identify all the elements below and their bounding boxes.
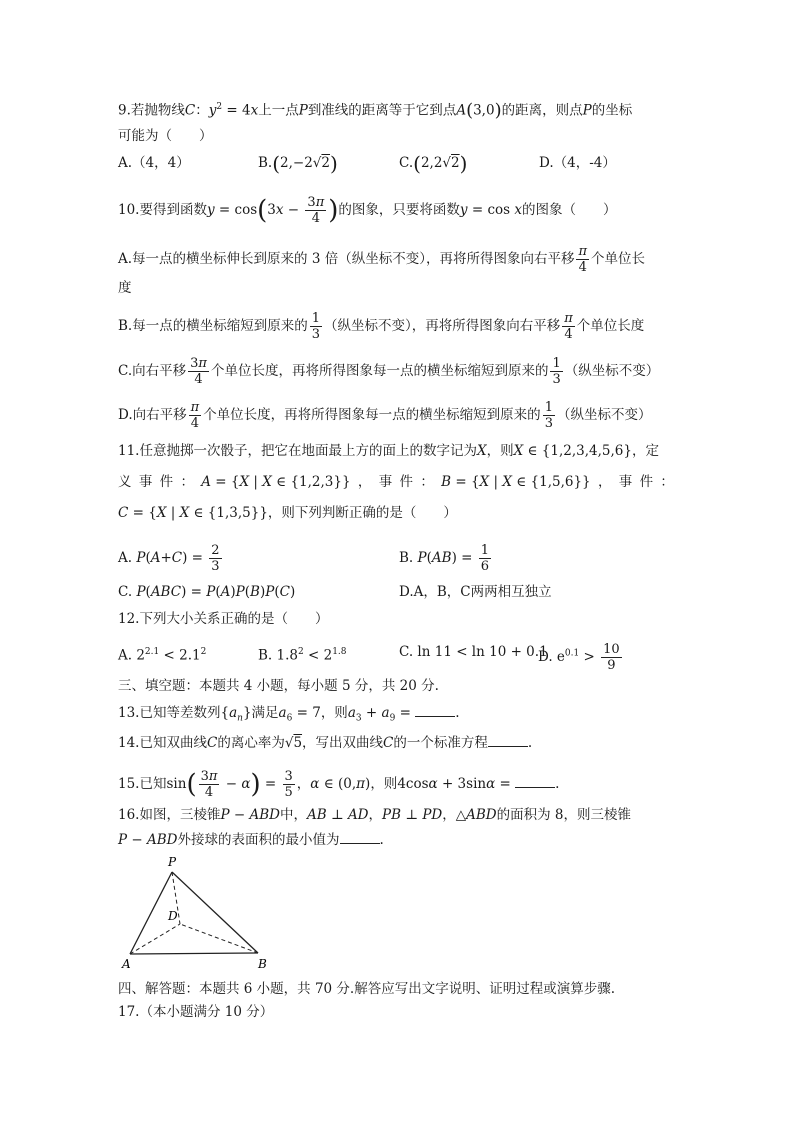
q11-option-d: D.A，B，C两两相互独立 <box>399 584 552 600</box>
q9-option-b: B.(2,−2√2) <box>258 151 338 176</box>
tetrahedron-figure <box>118 852 278 974</box>
q10-option-b: B.每一点的横坐标缩短到原来的 $\frac{1}{3}$ （纵坐标不变），再将所得图象向右平移 $\frac{\pi}{4}$ 个单位长度 <box>118 311 645 342</box>
q11-option-c: C. P(ABC) = P(A)P(B)P(C) <box>118 584 296 600</box>
q10-stem: 10.要得到函数y = cos(3x − $\frac{3\pi}{4}$ )的图象，只要将函数y = cos x的图象（ ） <box>118 195 617 226</box>
q17-heading: 17.（本小题满分 10 分） <box>118 1004 274 1020</box>
q9-option-a: A.（4，4） <box>118 155 190 171</box>
section-4-heading: 四、解答题：本题共 6 小题，共 70 分.解答应写出文字说明、证明过程或演算步骤. <box>118 981 616 997</box>
q11-line2: 义 事 件 ： A = {X | X ∈ {1,2,3}} ， 事 件 ： B = {X | X ∈ {1,5,6}} ， 事 件 ： <box>118 474 674 490</box>
q10-option-a-cont: 度 <box>118 280 132 296</box>
q14: 14.已知双曲线C的离心率为√5，写出双曲线C的一个标准方程 . <box>118 735 533 751</box>
q14-answer-blank <box>488 734 528 747</box>
q10-option-d: D.向右平移 $\frac{\pi}{4}$ 个单位长度，再将所得图象每一点的横坐标缩短到原来的 $\frac{1}{3}$ （纵坐标不变） <box>118 400 652 431</box>
q16-line2: P − ABD外接球的表面积的最小值为 . <box>118 832 384 848</box>
q11-option-a: A. P(A+C) = $\frac{2}{3}$ <box>118 543 220 574</box>
q16-line1: 16.如图，三棱锥P − ABD中，AB ⊥ AD，PB ⊥ PD，△ABD的面积为 8，则三棱锥 <box>118 807 632 823</box>
q12-option-c: C. ln 11 < ln 10 + 0.1 <box>399 644 548 660</box>
q13-answer-blank <box>415 704 455 717</box>
q13: 13.已知等差数列$\{a_n\}$满足$a_6 = 7$，则$a_3 + a_9$ = . <box>118 705 460 724</box>
edge-pb <box>172 872 258 953</box>
q11-option-b: B. P(AB) = $\frac{1}{6}$ <box>399 543 490 574</box>
section-3-heading: 三、填空题：本题共 4 小题，每小题 5 分，共 20 分. <box>118 678 439 694</box>
q15: 15.已知sin( $\frac{3\pi}{4}$ − α) = $\frac{3}{5}$ ，α ∈ (0,π)，则4cosα + 3sinα = . <box>118 769 560 800</box>
q9-line1: 9.若抛物线C：$y^2 = 4x$上一点P到准线的距离等于它到点A(3,0)的距离，则点P的坐标 <box>118 100 633 121</box>
label-a: A <box>122 957 131 971</box>
q12-option-a: A. $2^{2.1} < 2.1^2$ <box>118 647 207 664</box>
q12-option-d: D. $e^{0.1}$ > $\frac{10}{9}$ <box>538 642 620 673</box>
q9-option-c: C.(2,2√2) <box>399 151 468 176</box>
q10-option-c: C.向右平移 $\frac{3\pi}{4}$ 个单位长度，再将所得图象每一点的横坐标缩短到原来的 $\frac{1}{3}$ （纵坐标不变） <box>118 356 660 387</box>
q11-line1: 11.任意抛掷一次骰子，把它在地面最上方的面上的数字记为X，则X ∈ {1,2,3,4,5,6}，定 <box>118 443 659 459</box>
q11-line3: C = {X | X ∈ {1,3,5}}，则下列判断正确的是（ ） <box>118 505 457 521</box>
label-d: D <box>168 909 178 923</box>
q12-option-b: B. $1.8^2 < 2^{1.8}$ <box>258 647 347 664</box>
q12-stem: 12.下列大小关系正确的是（ ） <box>118 611 329 627</box>
edge-ab <box>130 953 258 954</box>
q15-answer-blank <box>515 775 555 788</box>
q16-answer-blank <box>340 831 380 844</box>
q9-line2: 可能为（ ） <box>118 128 213 144</box>
edge-bd <box>180 924 258 953</box>
label-b: B <box>258 957 267 971</box>
label-p: P <box>168 855 177 869</box>
q10-option-a: A.每一点的横坐标伸长到原来的 3 倍（纵坐标不变），再将所得图象向右平移 $\frac{\pi}{4}$ 个单位长 <box>118 244 646 275</box>
q9-option-d: D.（4，-4） <box>539 155 616 171</box>
